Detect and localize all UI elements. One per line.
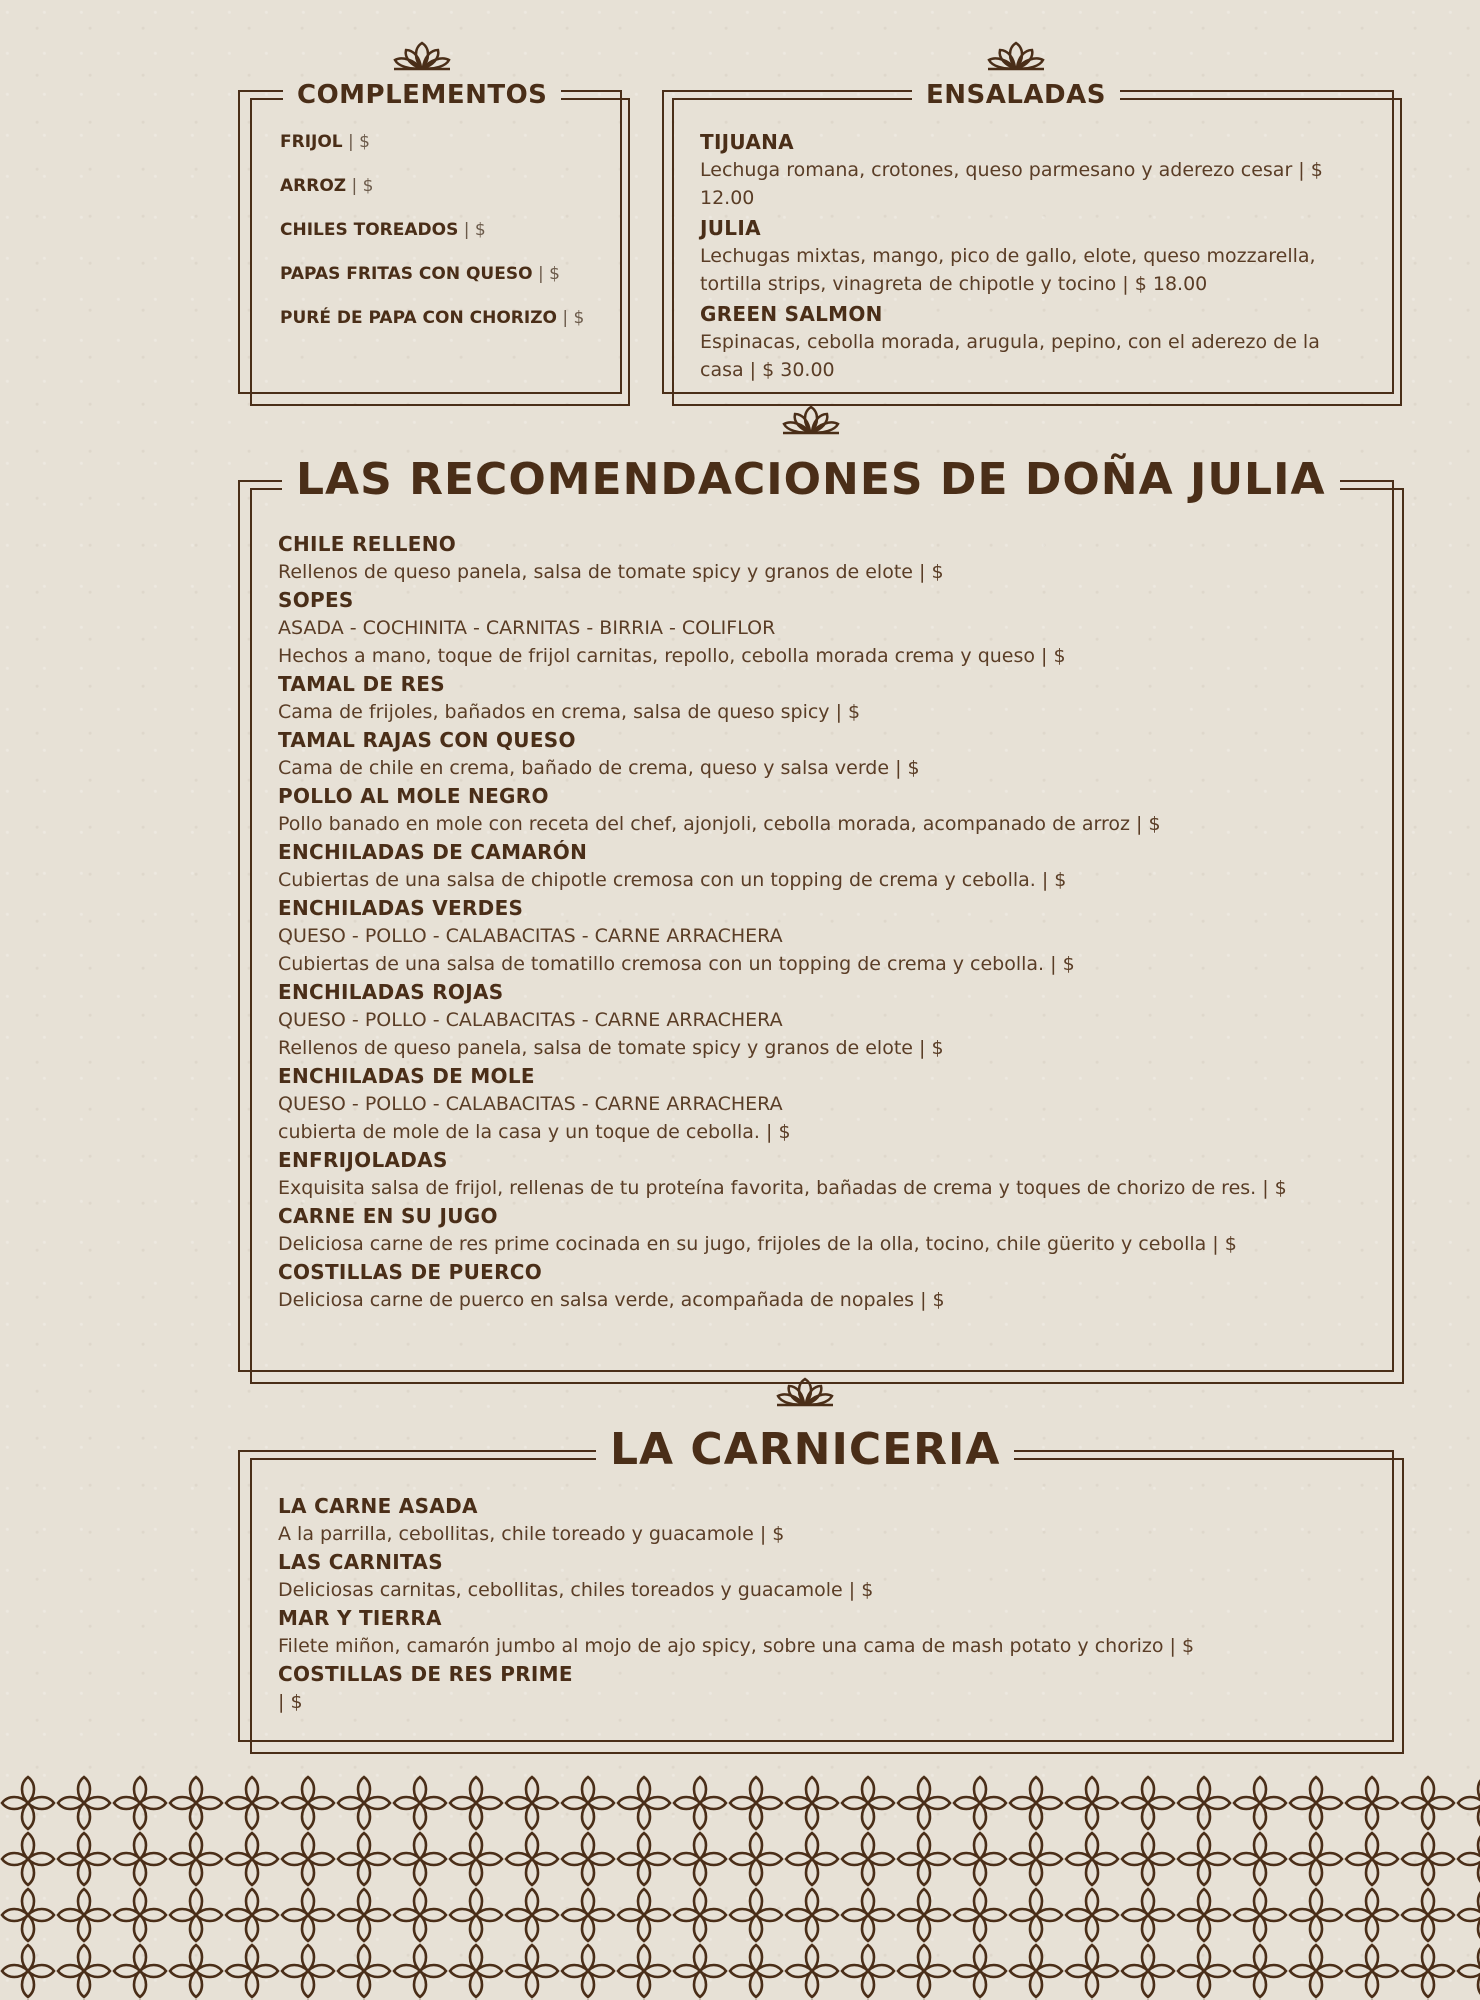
- item-name: COSTILLAS DE PUERCO: [278, 1260, 543, 1284]
- ensaladas-title-text: ENSALADAS: [926, 80, 1106, 110]
- list-item: [278, 1258, 1378, 1314]
- item-name: COSTILLAS DE RES PRIME: [278, 1662, 573, 1686]
- item-name: FRIJOL: [280, 132, 343, 152]
- recomendaciones-list: [278, 530, 1378, 1314]
- item-price: | $: [342, 132, 370, 152]
- item-name: PAPAS FRITAS CON QUESO: [280, 264, 533, 284]
- item-desc: Deliciosa carne de res prime cocinada en su jugo, frijoles de la olla, tocino, chile güerito y cebolla | $: [278, 1233, 1237, 1255]
- list-item: [700, 128, 1365, 212]
- complementos-section: [238, 80, 628, 408]
- list-item: [278, 1202, 1378, 1258]
- list-item: [280, 220, 584, 240]
- item-name: ARROZ: [280, 176, 347, 196]
- item-desc: cubierta de mole de la casa y un toque de cebolla. | $: [278, 1121, 791, 1143]
- item-name: CHILE RELLENO: [278, 532, 457, 556]
- item-name: ENCHILADAS ROJAS: [278, 980, 504, 1004]
- list-item: [278, 838, 1378, 894]
- item-desc: Espinacas, cebolla morada, arugula, pepino, con el aderezo de la casa | $ 30.00: [700, 331, 1320, 381]
- carniceria-section: [238, 1424, 1402, 1755]
- list-item: [280, 132, 584, 152]
- item-price: | $: [458, 220, 486, 240]
- complementos-title-text: COMPLEMENTOS: [297, 80, 548, 110]
- list-item: [278, 1548, 1378, 1604]
- item-name: LAS CARNITAS: [278, 1550, 443, 1574]
- item-desc: Cubiertas de una salsa de chipotle cremosa con un topping de crema y cebolla. | $: [278, 869, 1067, 891]
- item-name: ENCHILADAS DE MOLE: [278, 1064, 535, 1088]
- recomendaciones-section: [238, 454, 1402, 1385]
- item-name: TIJUANA: [700, 130, 794, 154]
- list-item: [278, 586, 1378, 670]
- list-item: [278, 1492, 1378, 1548]
- item-name: ENCHILADAS VERDES: [278, 896, 524, 920]
- ensaladas-list: [700, 128, 1365, 384]
- item-desc: A la parrilla, cebollitas, chile toreado y guacamole | $: [278, 1523, 785, 1545]
- item-desc: QUESO - POLLO - CALABACITAS - CARNE ARRACHERA: [278, 925, 783, 947]
- list-item: [278, 1660, 1378, 1716]
- item-desc: Rellenos de queso panela, salsa de tomate spicy y granos de elote | $: [278, 561, 944, 583]
- list-item: [280, 308, 584, 328]
- complementos-list: [280, 132, 584, 352]
- list-item: [278, 726, 1378, 782]
- lotus-icon: [986, 40, 1046, 72]
- item-price: | $: [346, 176, 374, 196]
- item-desc: Cubiertas de una salsa de tomatillo cremosa con un topping de crema y cebolla. | $: [278, 953, 1075, 975]
- ensaladas-title: [912, 80, 1120, 110]
- item-name: SOPES: [278, 588, 354, 612]
- item-desc: Rellenos de queso panela, salsa de tomate spicy y granos de elote | $: [278, 1037, 944, 1059]
- item-price: | $: [556, 308, 585, 328]
- list-item: [278, 670, 1378, 726]
- item-name: CHILES TOREADOS: [280, 220, 459, 240]
- list-item: [278, 894, 1378, 978]
- item-name: JULIA: [700, 216, 761, 240]
- carniceria-title-text: LA CARNICERIA: [610, 1424, 1001, 1475]
- recomendaciones-title: [282, 456, 1340, 504]
- item-desc: Cama de chile en crema, bañado de crema, queso y salsa verde | $: [278, 757, 920, 779]
- item-desc: Lechuga romana, crotones, queso parmesano y aderezo cesar | $ 12.00: [700, 159, 1323, 209]
- list-item: [700, 214, 1365, 298]
- lotus-icon: [392, 40, 452, 72]
- lotus-icon: [781, 404, 841, 436]
- item-name: ENFRIJOLADAS: [278, 1148, 448, 1172]
- item-name: PURÉ DE PAPA CON CHORIZO: [280, 308, 557, 328]
- item-name: TAMAL DE RES: [278, 672, 445, 696]
- list-item: [278, 978, 1378, 1062]
- floral-pattern-border: [0, 1775, 1480, 2000]
- carniceria-title: [596, 1426, 1014, 1474]
- item-name: TAMAL RAJAS CON QUESO: [278, 728, 576, 752]
- list-item: [278, 782, 1378, 838]
- list-item: [280, 176, 584, 196]
- item-name: MAR Y TIERRA: [278, 1606, 442, 1630]
- list-item: [278, 1604, 1378, 1660]
- item-name: ENCHILADAS DE CAMARÓN: [278, 840, 588, 864]
- item-desc: Pollo banado en mole con receta del chef, ajonjoli, cebolla morada, acompanado de arroz | $: [278, 813, 1161, 835]
- item-desc: Exquisita salsa de frijol, rellenas de tu proteína favorita, bañadas de crema y toques de chorizo de res. | $: [278, 1177, 1287, 1199]
- carniceria-list: [278, 1492, 1378, 1716]
- item-desc: QUESO - POLLO - CALABACITAS - CARNE ARRACHERA: [278, 1093, 783, 1115]
- item-name: LA CARNE ASADA: [278, 1494, 478, 1518]
- list-item: [280, 264, 584, 284]
- recomendaciones-title-text: LAS RECOMENDACIONES DE DOÑA JULIA: [296, 454, 1326, 505]
- list-item: [278, 530, 1378, 586]
- item-desc: QUESO - POLLO - CALABACITAS - CARNE ARRACHERA: [278, 1009, 783, 1031]
- item-desc: | $: [278, 1691, 303, 1713]
- list-item: [278, 1146, 1378, 1202]
- item-desc: ASADA - COCHINITA - CARNITAS - BIRRIA - COLIFLOR: [278, 617, 776, 639]
- item-name: POLLO AL MOLE NEGRO: [278, 784, 549, 808]
- list-item: [278, 1062, 1378, 1146]
- list-item: [700, 300, 1365, 384]
- item-desc: Cama de frijoles, bañados en crema, salsa de queso spicy | $: [278, 701, 861, 723]
- item-desc: Filete miñon, camarón jumbo al mojo de ajo spicy, sobre una cama de mash potato y chorizo | $: [278, 1635, 1195, 1657]
- item-desc: Deliciosas carnitas, cebollitas, chiles toreados y guacamole | $: [278, 1579, 874, 1601]
- item-desc: Hechos a mano, toque de frijol carnitas, repollo, cebolla morada crema y queso | $: [278, 645, 1066, 667]
- item-desc: Deliciosa carne de puerco en salsa verde, acompañada de nopales | $: [278, 1289, 945, 1311]
- ensaladas-section: [662, 80, 1402, 408]
- item-name: GREEN SALMON: [700, 302, 883, 326]
- complementos-title: [283, 80, 561, 110]
- item-desc: Lechugas mixtas, mango, pico de gallo, elote, queso mozzarella, tortilla strips, vinagreta de chipotle y tocino | $ 18.00: [700, 245, 1316, 295]
- item-price: | $: [532, 264, 560, 284]
- item-name: CARNE EN SU JUGO: [278, 1204, 498, 1228]
- lotus-icon: [775, 1376, 835, 1408]
